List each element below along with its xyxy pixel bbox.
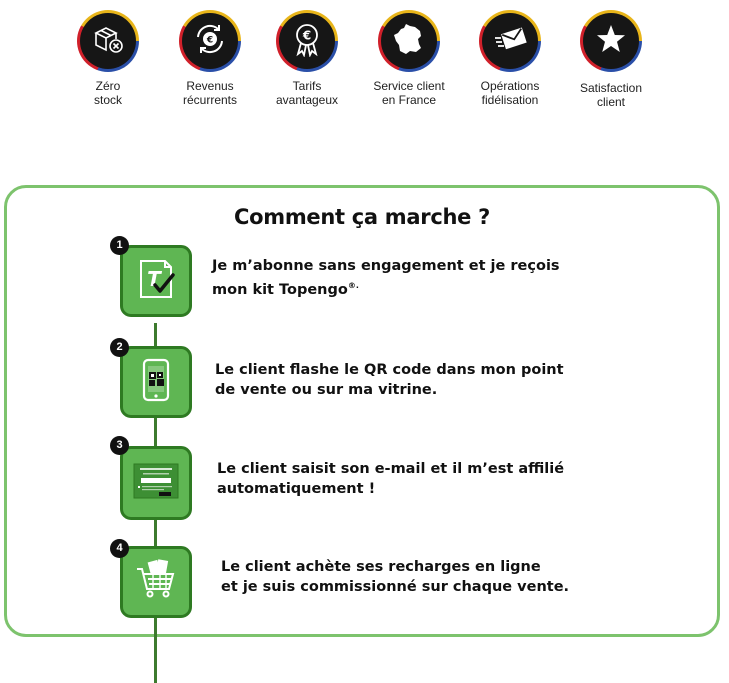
card-title: Comment ça marche ?: [234, 205, 490, 229]
feature-label: Tarifs avantageux: [275, 79, 339, 107]
step-3-text: Le client saisit son e-mail et il m’est affilié automatiquement !: [217, 461, 565, 497]
step-3-icon-box: [120, 446, 192, 520]
feature-badge: [77, 10, 139, 72]
recurring-coin-icon: [192, 21, 228, 61]
feature-label: Satisfaction client: [579, 81, 643, 109]
step-2-icon-box: [120, 346, 192, 418]
email-form-icon: [133, 458, 179, 508]
shopping-cart-icon: [133, 557, 179, 607]
step-4-text: Le client achète ses recharges en ligne et je suis commissionné sur chaque vente.: [221, 559, 570, 595]
svg-text:€: €: [206, 35, 214, 46]
box-cross-icon: [90, 21, 126, 61]
step-4-number: 4: [110, 539, 129, 558]
document-check-icon: [133, 256, 179, 306]
feature-badge: [580, 10, 642, 72]
phone-qr-icon: [133, 357, 179, 407]
step-1-text-suffix: ®.: [347, 281, 359, 290]
step-1-icon-box: [120, 245, 192, 317]
step-2-text: Le client flashe le QR code dans mon point de vente ou sur ma vitrine.: [215, 362, 564, 398]
france-map-icon: [391, 21, 427, 61]
how-it-works-card: [4, 185, 720, 637]
feature-label: Opérations fidélisation: [480, 79, 540, 107]
step-1-text: [212, 256, 560, 300]
feature-recurring-revenue: [155, 10, 265, 107]
feature-badge: [179, 10, 241, 72]
euro-award-icon: [289, 21, 325, 61]
step-2-number: 2: [110, 338, 129, 357]
star-icon: [593, 21, 629, 61]
feature-label: Zéro stock: [93, 79, 122, 107]
step-4-icon-box: [120, 546, 192, 618]
svg-text:T: T: [147, 267, 161, 291]
feature-customer-service: [354, 10, 464, 107]
feature-label: Service client en France: [373, 79, 445, 107]
step-1-number: 1: [110, 236, 129, 255]
envelope-icon: [492, 21, 528, 61]
feature-badge: [479, 10, 541, 72]
feature-label: Revenus récurrents: [182, 79, 238, 107]
step-1-text-body: Je m’abonne sans engagement et je reçois mon kit Topengo: [212, 258, 560, 298]
step-3-number: 3: [110, 436, 129, 455]
feature-badge: [276, 10, 338, 72]
feature-zero-stock: [53, 10, 163, 107]
feature-badge: [378, 10, 440, 72]
feature-loyalty-operations: [455, 10, 565, 107]
feature-customer-satisfaction: [556, 10, 666, 109]
feature-advantageous-rates: [252, 10, 362, 107]
svg-text:€: €: [302, 28, 312, 43]
